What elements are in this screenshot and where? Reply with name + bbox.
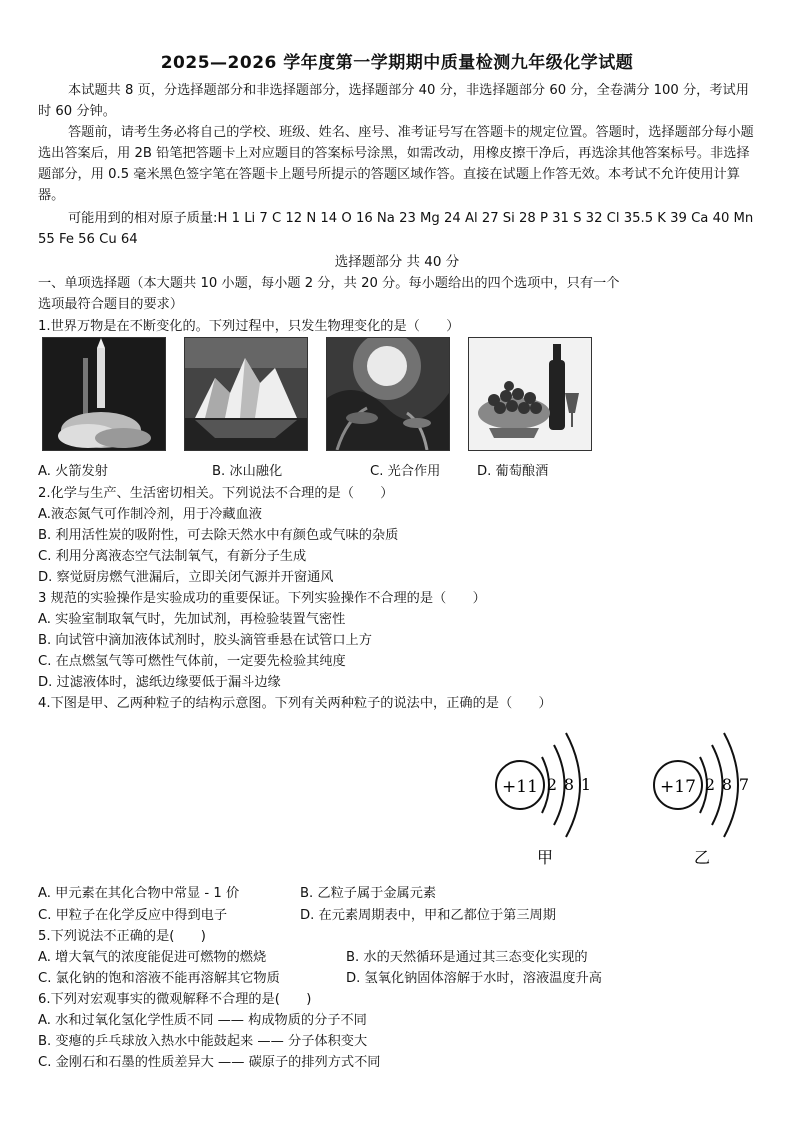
rocket-launch-image xyxy=(42,337,166,451)
q4-option-d[interactable]: D. 在元素周期表中，甲和乙都位于第三周期 xyxy=(300,908,556,923)
q3-option-a[interactable]: A. 实验室制取氧气时，先加试剂，再检验装置气密性 xyxy=(38,612,346,627)
q1-option-d[interactable]: D. 葡萄酿酒 xyxy=(477,464,549,479)
q5-option-b[interactable]: B. 水的天然循环是通过其三态变化实现的 xyxy=(346,950,588,965)
yi-nucleus-label: +17 xyxy=(660,777,696,797)
q6-option-a[interactable]: A. 水和过氧化氢化学性质不同 —— 构成物质的分子不同 xyxy=(38,1013,367,1028)
q2-option-b[interactable]: B. 利用活性炭的吸附性，可去除天然水中有颜色或气味的杂质 xyxy=(38,528,399,543)
q3-option-b[interactable]: B. 向试管中滴加液体试剂时，胶头滴管垂悬在试管口上方 xyxy=(38,633,372,648)
q2-option-d[interactable]: D. 察觉厨房燃气泄漏后，立即关闭气源并开窗通风 xyxy=(38,570,334,585)
yi-shell-2: 8 xyxy=(721,775,733,794)
part1-instruction-line2: 选项最符合题目的要求） xyxy=(38,297,184,312)
grape-wine-image xyxy=(468,337,592,451)
q4-option-c[interactable]: C. 甲粒子在化学反应中得到电子 xyxy=(38,908,228,923)
yi-shell-3: 7 xyxy=(738,775,750,794)
q2-option-c[interactable]: C. 利用分离液态空气法制氧气，有新分子生成 xyxy=(38,549,307,564)
part1-instruction-line1: 一、单项选择题（本大题共 10 小题，每小题 2 分，共 20 分。每小题给出的四个选项中，只有一个 xyxy=(38,276,620,291)
q3-option-d[interactable]: D. 过滤液体时，滤纸边缘要低于漏斗边缘 xyxy=(38,675,281,690)
q4-option-b[interactable]: B. 乙粒子属于金属元素 xyxy=(300,886,437,901)
yi-shell-1: 2 xyxy=(704,775,716,794)
intro-paragraph-2: 答题前，请考生务必将自己的学校、班级、姓名、座号、准考证号写在答题卡的规定位置。答题时，选择题部分每小题选出答案后，用 2B 铅笔把答题卡上对应题目的答案标号涂黑，如需改动，用橡皮擦干净后，再选涂其他答案标号。非选择题部分，用 0.5 毫米黑色签字笔在答题卡上题号所提示的答题区域作答。直接在试题上作答无效。本考试不允许使用计算器。 xyxy=(38,125,754,203)
q5-option-d[interactable]: D. 氢氧化钠固体溶解于水时，溶液温度升高 xyxy=(346,971,602,986)
q3-option-c[interactable]: C. 在点燃氢气等可燃性气体前，一定要先检验其纯度 xyxy=(38,654,346,669)
q6-option-b[interactable]: B. 变瘪的乒乓球放入热水中能鼓起来 —— 分子体积变大 xyxy=(38,1034,368,1049)
iceberg-image xyxy=(184,337,308,451)
q3-stem: 3 规范的实验操作是实验成功的重要保证。下列实验操作不合理的是（ ） xyxy=(38,591,486,606)
q6-stem: 6.下列对宏观事实的微观解释不合理的是( ) xyxy=(38,992,312,1007)
yi-label: 乙 xyxy=(693,848,711,867)
q1-option-a[interactable]: A. 火箭发射 xyxy=(38,464,108,479)
q2-stem: 2.化学与生产、生活密切相关。下列说法不合理的是（ ） xyxy=(38,486,394,501)
q2-option-a[interactable]: A.液态氮气可作制冷剂，用于冷藏血液 xyxy=(38,507,262,522)
q1-option-b[interactable]: B. 冰山融化 xyxy=(212,464,283,479)
jia-label: 甲 xyxy=(536,848,554,867)
page-title: 2025—2026 学年度第一学期期中质量检测九年级化学试题 xyxy=(160,53,634,73)
particle-yi xyxy=(654,733,749,867)
jia-shell-2: 8 xyxy=(563,775,575,794)
q4-option-a[interactable]: A. 甲元素在其化合物中常显 - 1 价 xyxy=(38,886,240,901)
q5-stem: 5.下列说法不正确的是( ) xyxy=(38,929,206,944)
q6-option-c[interactable]: C. 金刚石和石墨的性质差异大 —— 碳原子的排列方式不同 xyxy=(38,1055,381,1070)
jia-shell-3: 1 xyxy=(580,775,592,794)
jia-nucleus-label: +11 xyxy=(502,777,538,797)
intro-paragraph-3: 可能用到的相对原子质量:H 1 Li 7 C 12 N 14 O 16 Na 23 Mg 24 Al 27 Si 28 P 31 S 32 Cl 35.5 K 39 Ca 40 Mn 55 Fe 56 Cu 64 xyxy=(38,211,754,247)
intro-paragraph-1: 本试题共 8 页，分选择题部分和非选择题部分，选择题部分 40 分，非选择题部分 60 分，全卷满分 100 分，考试用时 60 分钟。 xyxy=(38,83,749,119)
q1-stem: 1.世界万物是在不断变化的。下列过程中，只发生物理变化的是（ ） xyxy=(38,319,460,334)
particle-jia xyxy=(496,733,591,867)
jia-shell-1: 2 xyxy=(546,775,558,794)
q5-option-c[interactable]: C. 氯化钠的饱和溶液不能再溶解其它物质 xyxy=(38,971,280,986)
q1-option-c[interactable]: C. 光合作用 xyxy=(370,464,441,479)
photosynthesis-image xyxy=(326,337,450,451)
q5-option-a[interactable]: A. 增大氧气的浓度能促进可燃物的燃烧 xyxy=(38,950,267,965)
section-heading: 选择题部分 共 40 分 xyxy=(334,254,460,270)
atom-structure-diagram xyxy=(480,715,780,875)
q4-stem: 4.下图是甲、乙两种粒子的结构示意图。下列有关两种粒子的说法中，正确的是（ ） xyxy=(38,696,552,711)
